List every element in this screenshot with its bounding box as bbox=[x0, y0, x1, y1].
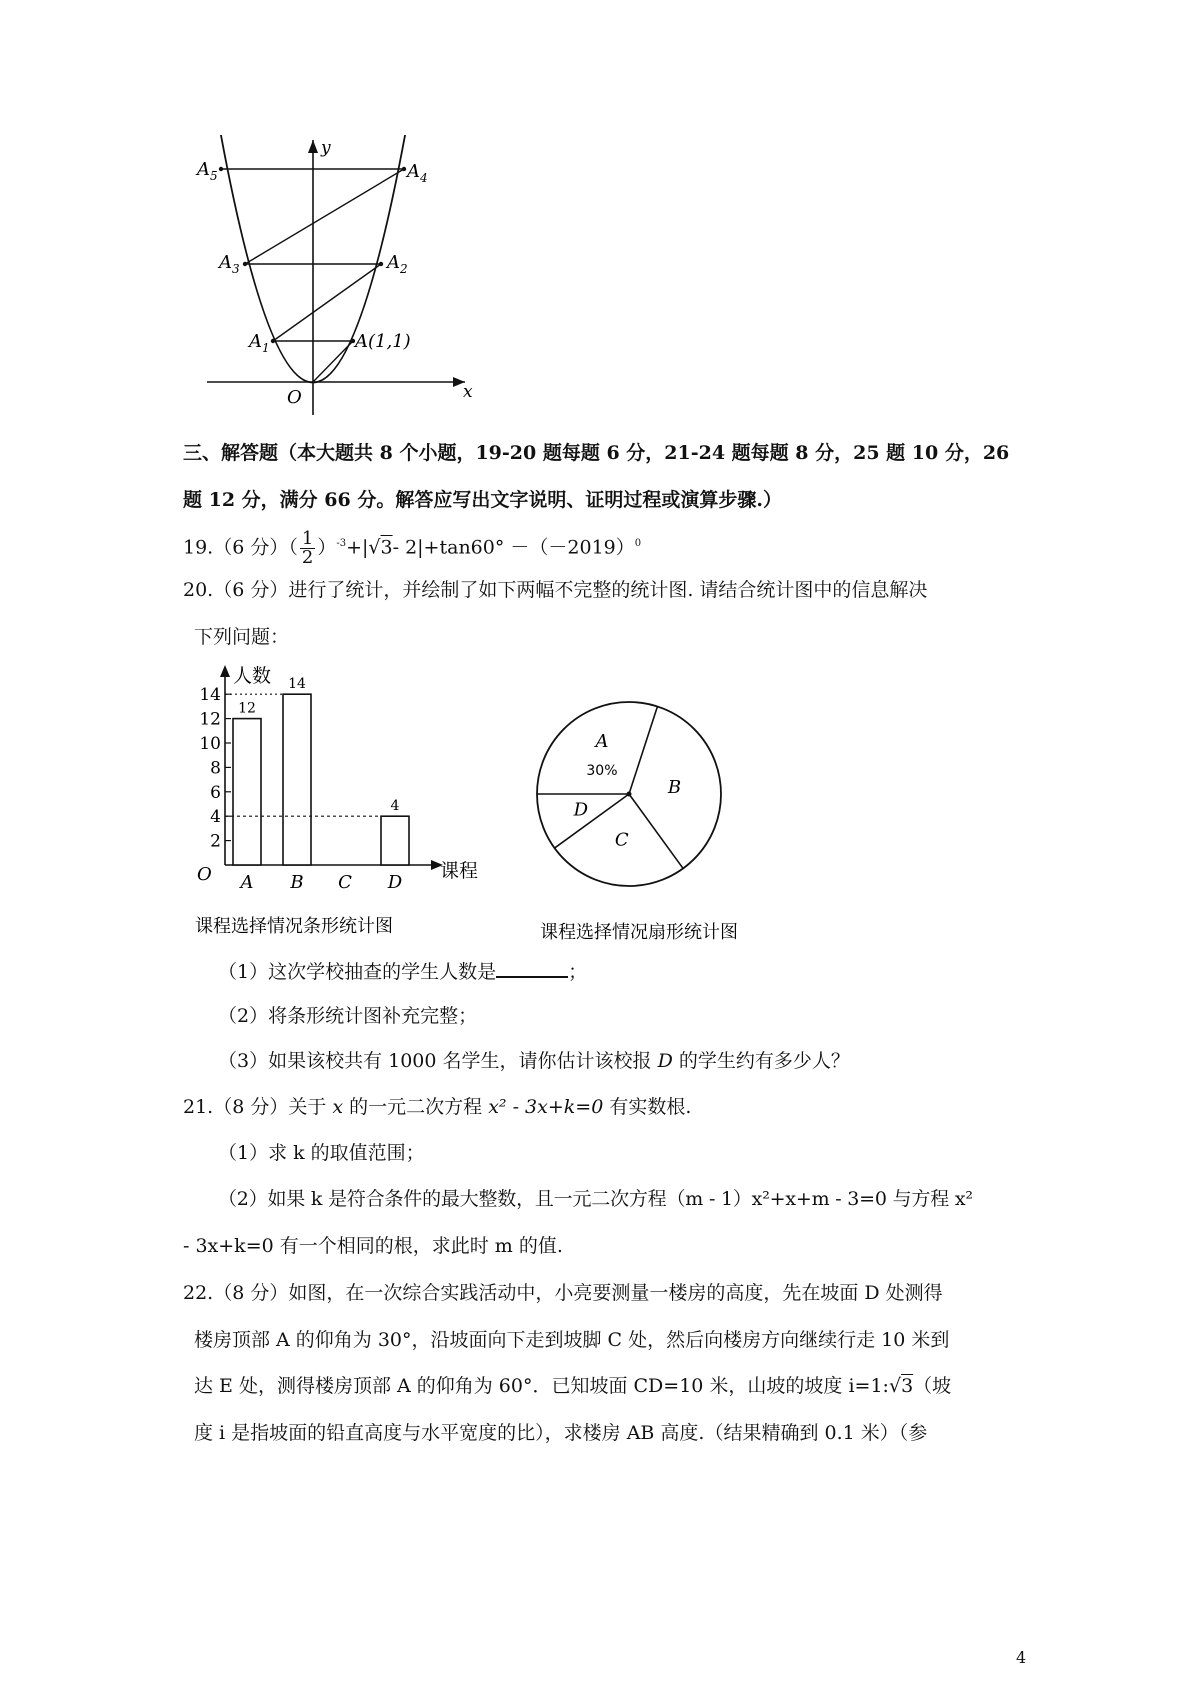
label-A2: $A_2$ bbox=[387, 252, 408, 276]
parabola-figure bbox=[195, 135, 495, 420]
sqrt-icon: √ bbox=[888, 1375, 902, 1397]
x-axis-label: 课程 bbox=[440, 860, 479, 882]
slice-label-B: B bbox=[667, 776, 682, 798]
slice-label-D: D bbox=[573, 799, 589, 821]
question-22-line3: 达 E 处，测得楼房顶部 A 的仰角为 60°．已知坡面 CD=10 米，山坡的坡度 i=1:√3（坡 bbox=[194, 1375, 952, 1397]
label-x: x bbox=[463, 382, 473, 402]
slice-label-C: C bbox=[614, 829, 629, 851]
sqrt-icon: √ bbox=[368, 536, 381, 559]
section-header-line1: 三、解答题（本大题共 8 个小题，19-20 题每题 6 分，21-24 题每题 8 分，25 题 10 分，26 bbox=[183, 442, 1010, 464]
section-header-line2: 题 12 分，满分 66 分。解答应写出文字说明、证明过程或演算步骤.） bbox=[183, 489, 782, 511]
bar-A bbox=[233, 719, 261, 865]
question-22-line1: 22.（8 分）如图，在一次综合实践活动中，小亮要测量一楼房的高度，先在坡面 D 处测得 bbox=[183, 1282, 943, 1304]
question-21-part2: （2）如果 k 是符合条件的最大整数，且一元二次方程（m - 1）x²+x+m - 3=0 与方程 x² bbox=[218, 1188, 973, 1210]
y-axis-arrow bbox=[220, 665, 230, 677]
label-A: A(1,1) bbox=[355, 331, 411, 352]
question-19: 19.（6 分）（ $\frac{1}{2}$ ）$^{-3}$+|√3- $2|+\tan 60^\circ -(-2019)^0$ bbox=[183, 527, 642, 568]
x-tick-label: D bbox=[387, 872, 403, 893]
x-tick-label: B bbox=[290, 872, 304, 893]
bar-B bbox=[283, 694, 311, 865]
pie-chart bbox=[525, 660, 785, 945]
y-tick-label: 10 bbox=[199, 734, 221, 754]
bar-value-label: 12 bbox=[238, 700, 256, 717]
question-20-line1: 20.（6 分）进行了统计，并绘制了如下两幅不完整的统计图. 请结合统计图中的信息解决 bbox=[183, 579, 928, 601]
y-tick-label: 2 bbox=[210, 831, 221, 852]
pie-chart-title: 课程选择情况扇形统计图 bbox=[540, 922, 738, 943]
x-tick-label: A bbox=[240, 872, 254, 893]
label-A4: $A_4$ bbox=[407, 161, 428, 185]
bar-value-label: 4 bbox=[390, 798, 400, 815]
question-20-part1: （1）这次学校抽查的学生人数是 ； bbox=[218, 958, 587, 985]
label-O: O bbox=[287, 387, 302, 408]
question-20-line2: 下列问题： bbox=[194, 626, 290, 648]
label-A3: $A_3$ bbox=[219, 252, 240, 276]
answer-blank[interactable] bbox=[496, 958, 568, 978]
label-A1: $A_1$ bbox=[249, 331, 270, 355]
bar-value-label: 14 bbox=[288, 676, 306, 693]
bar-D bbox=[381, 816, 409, 865]
question-21-part2-cont: - 3x+k=0 有一个相同的根，求此时 m 的值. bbox=[183, 1235, 563, 1257]
bar-chart bbox=[185, 660, 505, 940]
pie-center bbox=[627, 792, 632, 797]
y-tick-label: 6 bbox=[210, 782, 221, 803]
slice-label-A: A bbox=[595, 730, 609, 752]
label-A5: $A_5$ bbox=[197, 159, 218, 183]
question-20-part3: （3）如果该校共有 1000 名学生，请你估计该校报 D 的学生约有多少人？ bbox=[218, 1050, 850, 1072]
y-tick-label: 8 bbox=[210, 758, 221, 779]
question-22-line4: 度 i 是指坡面的铅直高度与水平宽度的比），求楼房 AB 高度.（结果精确到 0.1 米）（参 bbox=[194, 1422, 928, 1444]
y-axis-label: 人数 bbox=[233, 665, 272, 687]
bar-chart-title: 课程选择情况条形统计图 bbox=[195, 916, 393, 937]
page-number: 4 bbox=[1016, 1648, 1027, 1667]
y-tick-label: 12 bbox=[199, 709, 221, 730]
slice-percent-label: 30% bbox=[586, 762, 618, 779]
y-tick-label: 14 bbox=[199, 685, 221, 706]
question-22-line2: 楼房顶部 A 的仰角为 30°，沿坡面向下走到坡脚 C 处，然后向楼房方向继续行走 10 米到 bbox=[194, 1329, 950, 1351]
question-21: 21.（8 分）关于 x 的一元二次方程 x² - 3x+k=0 有实数根. bbox=[183, 1096, 692, 1118]
question-20-part2: （2）将条形统计图补充完整； bbox=[218, 1005, 478, 1027]
question-21-part1: （1）求 k 的取值范围； bbox=[218, 1142, 425, 1164]
x-tick-label: C bbox=[338, 872, 352, 893]
label-y: y bbox=[321, 138, 331, 158]
fraction-half: $\frac{1}{2}$ bbox=[301, 527, 314, 568]
y-tick-label: 4 bbox=[210, 807, 221, 828]
origin-label: O bbox=[197, 864, 212, 885]
